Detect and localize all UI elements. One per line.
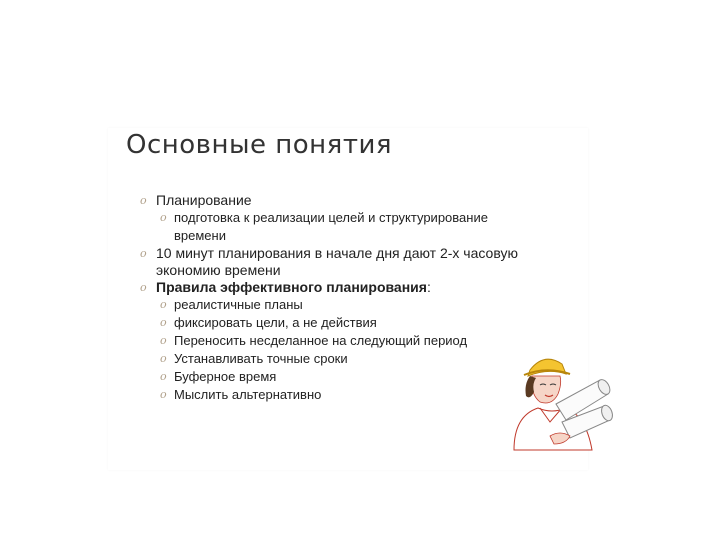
bullet-icon: o: [160, 211, 167, 224]
list-item-text: Устанавливать точные сроки: [174, 351, 348, 366]
bullet-icon: o: [140, 194, 147, 207]
slide-title: Основные понятия: [126, 130, 393, 160]
bullet-icon: o: [140, 281, 147, 294]
bullet-icon: o: [160, 334, 167, 347]
list-item-text: реалистичные планы: [174, 297, 303, 312]
list-item-text: подготовка к реализации целей и структурирование: [174, 210, 488, 225]
list-item: [140, 314, 580, 332]
list-item-text: фиксировать цели, а не действия: [174, 315, 377, 330]
list-item-text: 10 минут планирования в начале дня дают 2-х часовую: [156, 245, 518, 261]
list-item-text: Планирование: [156, 192, 252, 208]
face-shape: [532, 376, 561, 403]
list-item-heading: Правила эффективного планирования: [156, 279, 427, 295]
list-item-text-continued: времени: [174, 228, 226, 243]
list-item: [140, 332, 580, 350]
bullet-icon: o: [160, 388, 167, 401]
bullet-icon: o: [160, 370, 167, 383]
list-item-text: Мыслить альтернативно: [174, 387, 322, 402]
list-item: [140, 245, 580, 279]
list-item-text-continued: экономию времени: [156, 262, 281, 278]
bullet-icon: o: [160, 298, 167, 311]
list-item: [140, 209, 580, 245]
list-item-text: Буферное время: [174, 369, 277, 384]
helmet-shape: [528, 359, 566, 376]
list-item: [140, 192, 580, 209]
bullet-icon: o: [140, 247, 147, 260]
list-item: [140, 279, 580, 296]
list-item: [140, 296, 580, 314]
bullet-icon: o: [160, 316, 167, 329]
engineer-clipart: [500, 350, 618, 462]
list-item-text: Переносить несделанное на следующий период: [174, 333, 468, 348]
bullet-icon: o: [160, 352, 167, 365]
list-item-colon: :: [426, 279, 431, 295]
